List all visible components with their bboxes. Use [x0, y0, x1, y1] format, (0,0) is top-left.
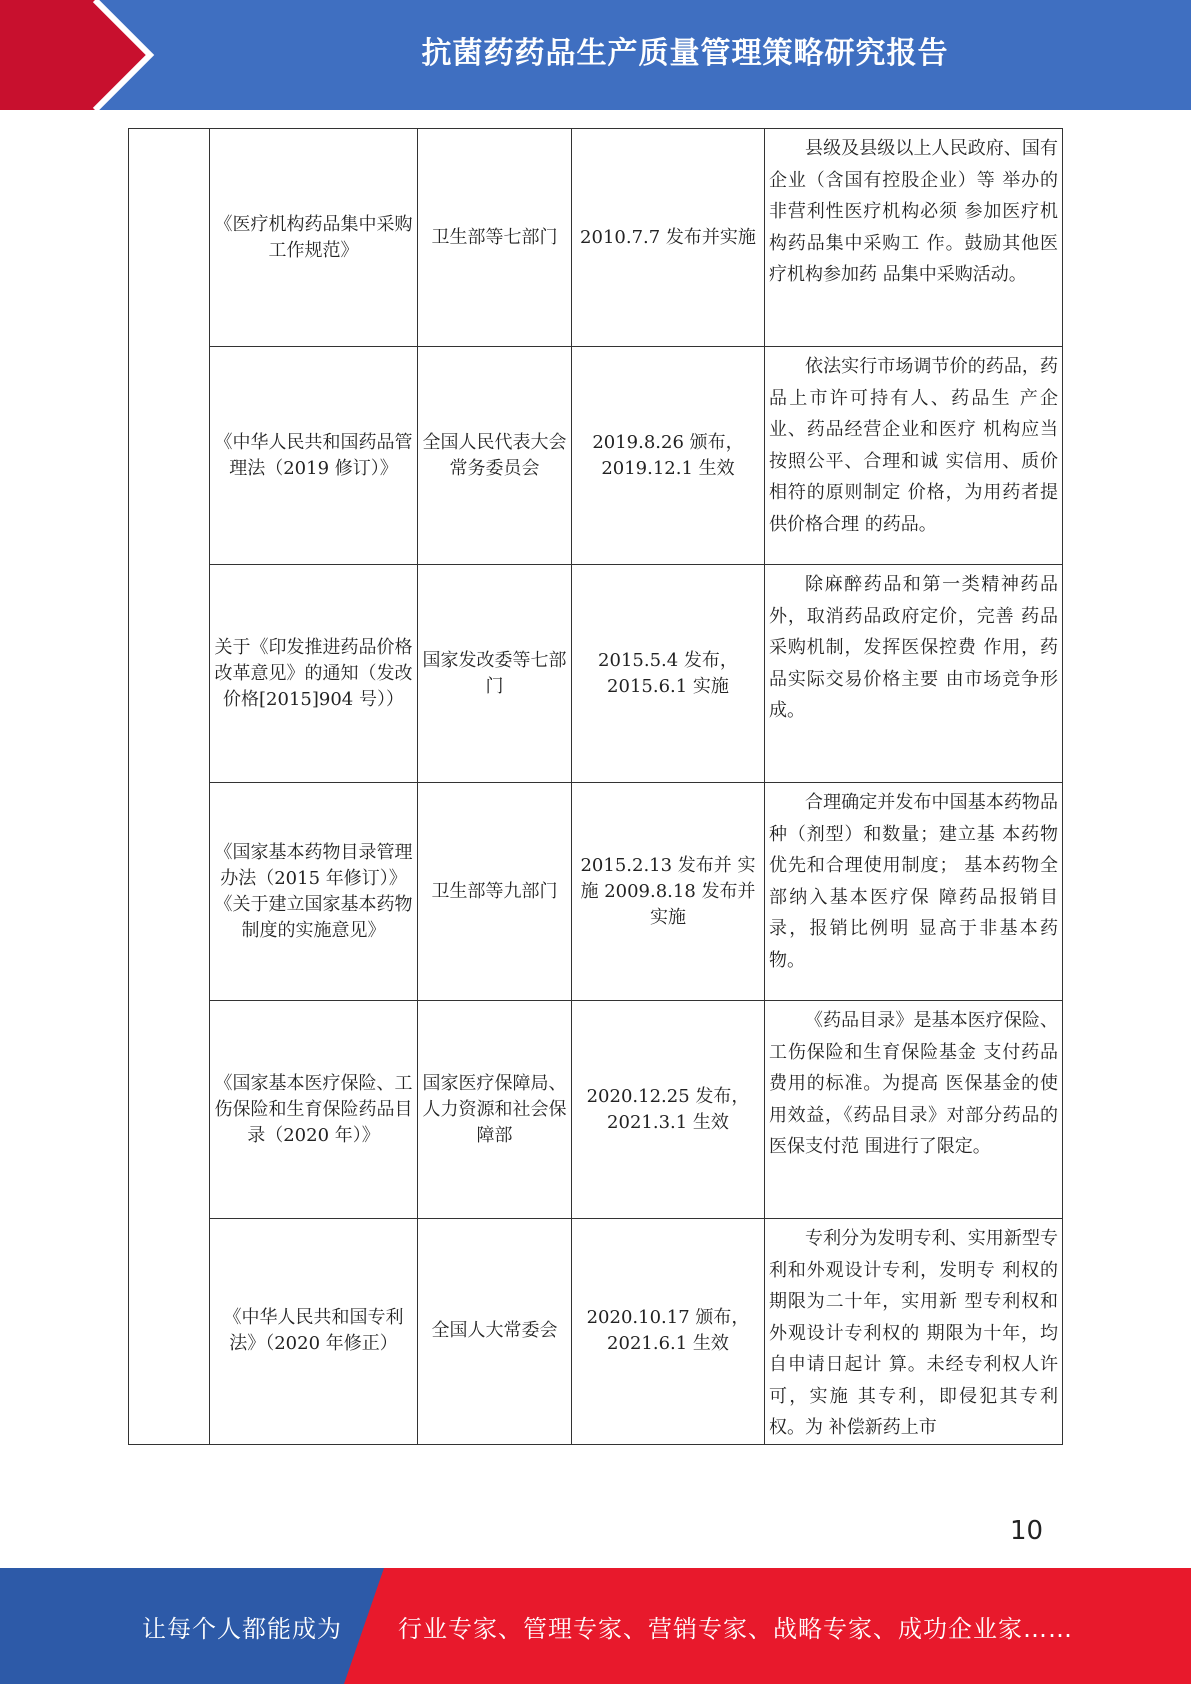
table-row — [129, 129, 1063, 347]
table-row — [129, 1001, 1063, 1219]
policy-name: 《国家基本医疗保险、工伤保险和生育保险药品目录（2020 年）》 — [210, 1001, 418, 1219]
issuing-department: 全国人大常委会 — [418, 1219, 572, 1445]
issue-date: 2020.12.25 发布，2021.3.1 生效 — [572, 1001, 765, 1219]
page-footer — [0, 1568, 1191, 1684]
issue-date: 2020.10.17 颁布，2021.6.1 生效 — [572, 1219, 765, 1445]
page-number: 10 — [1010, 1516, 1044, 1546]
policy-name: 关于《印发推进药品价格改革意见》的通知（发改价格[2015]904 号）） — [210, 565, 418, 783]
issuing-department: 卫生部等七部门 — [418, 129, 572, 347]
table-row — [129, 783, 1063, 1001]
policy-name: 《国家基本药物目录管理办法（2015 年修订）》《关于建立国家基本药物制度的实施意见》 — [210, 783, 418, 1001]
issue-date: 2015.5.4 发布，2015.6.1 实施 — [572, 565, 765, 783]
table-row — [129, 565, 1063, 783]
policy-name: 《中华人民共和国药品管理法（2019 修订）》 — [210, 347, 418, 565]
issuing-department: 国家发改委等七部门 — [418, 565, 572, 783]
policy-description: 县级及县级以上人民政府、国有企业（含国有控股企业）等 举办的非营利性医疗机构必须 参加医疗机构药品集中采购工 作。鼓励其他医疗机构参加药 品集中采购活动。 — [765, 129, 1063, 347]
footer-slogan-left: 让每个人都能成为 — [142, 1614, 342, 1643]
issuing-department: 国家医疗保障局、人力资源和社会保障部 — [418, 1001, 572, 1219]
issue-date: 2019.8.26 颁布，2019.12.1 生效 — [572, 347, 765, 565]
footer-slogan-right: 行业专家、管理专家、营销专家、战略专家、成功企业家…… — [398, 1614, 1073, 1643]
policy-table — [128, 128, 1063, 1445]
issue-date: 2015.2.13 发布并 实施 2009.8.18 发布并 实施 — [572, 783, 765, 1001]
page-header — [0, 0, 1191, 110]
policy-description: 合理确定并发布中国基本药物品种（剂型）和数量；建立基 本药物优先和合理使用制度； 基本药物全部纳入基本医疗保 障药品报销目录，报销比例明 显高于非基本药物。 — [765, 783, 1063, 1001]
table-row — [129, 1219, 1063, 1445]
table-row — [129, 347, 1063, 565]
issue-date: 2010.7.7 发布并实施 — [572, 129, 765, 347]
issuing-department: 全国人民代表大会常务委员会 — [418, 347, 572, 565]
policy-name: 《医疗机构药品集中采购工作规范》 — [210, 129, 418, 347]
issuing-department: 卫生部等九部门 — [418, 783, 572, 1001]
report-title: 抗菌药药品生产质量管理策略研究报告 — [421, 36, 949, 71]
policy-description: 专利分为发明专利、实用新型专利和外观设计专利，发明专 利权的期限为二十年，实用新 型专利权和外观设计专利权的 期限为十年，均自申请日起计 算。未经专利权人许可，实施 其专利，即侵犯其专利权。为 补偿新药上市 — [765, 1219, 1063, 1445]
policy-description: 除麻醉药品和第一类精神药品外，取消药品政府定价，完善 药品采购机制，发挥医保控费 作用，药品实际交易价格主要 由市场竞争形成。 — [765, 565, 1063, 783]
category-cell — [129, 129, 210, 1445]
policy-description: 依法实行市场调节价的药品，药品上市许可持有人、药品生 产企业、药品经营企业和医疗 机构应当按照公平、合理和诚 实信用、质价相符的原则制定 价格，为用药者提供价格合理 的药品。 — [765, 347, 1063, 565]
policy-name: 《中华人民共和国专利法》（2020 年修正） — [210, 1219, 418, 1445]
policy-description: 《药品目录》是基本医疗保险、工伤保险和生育保险基金 支付药品费用的标准。为提高 医保基金的使用效益，《药品目录》对部分药品的医保支付范 围进行了限定。 — [765, 1001, 1063, 1219]
